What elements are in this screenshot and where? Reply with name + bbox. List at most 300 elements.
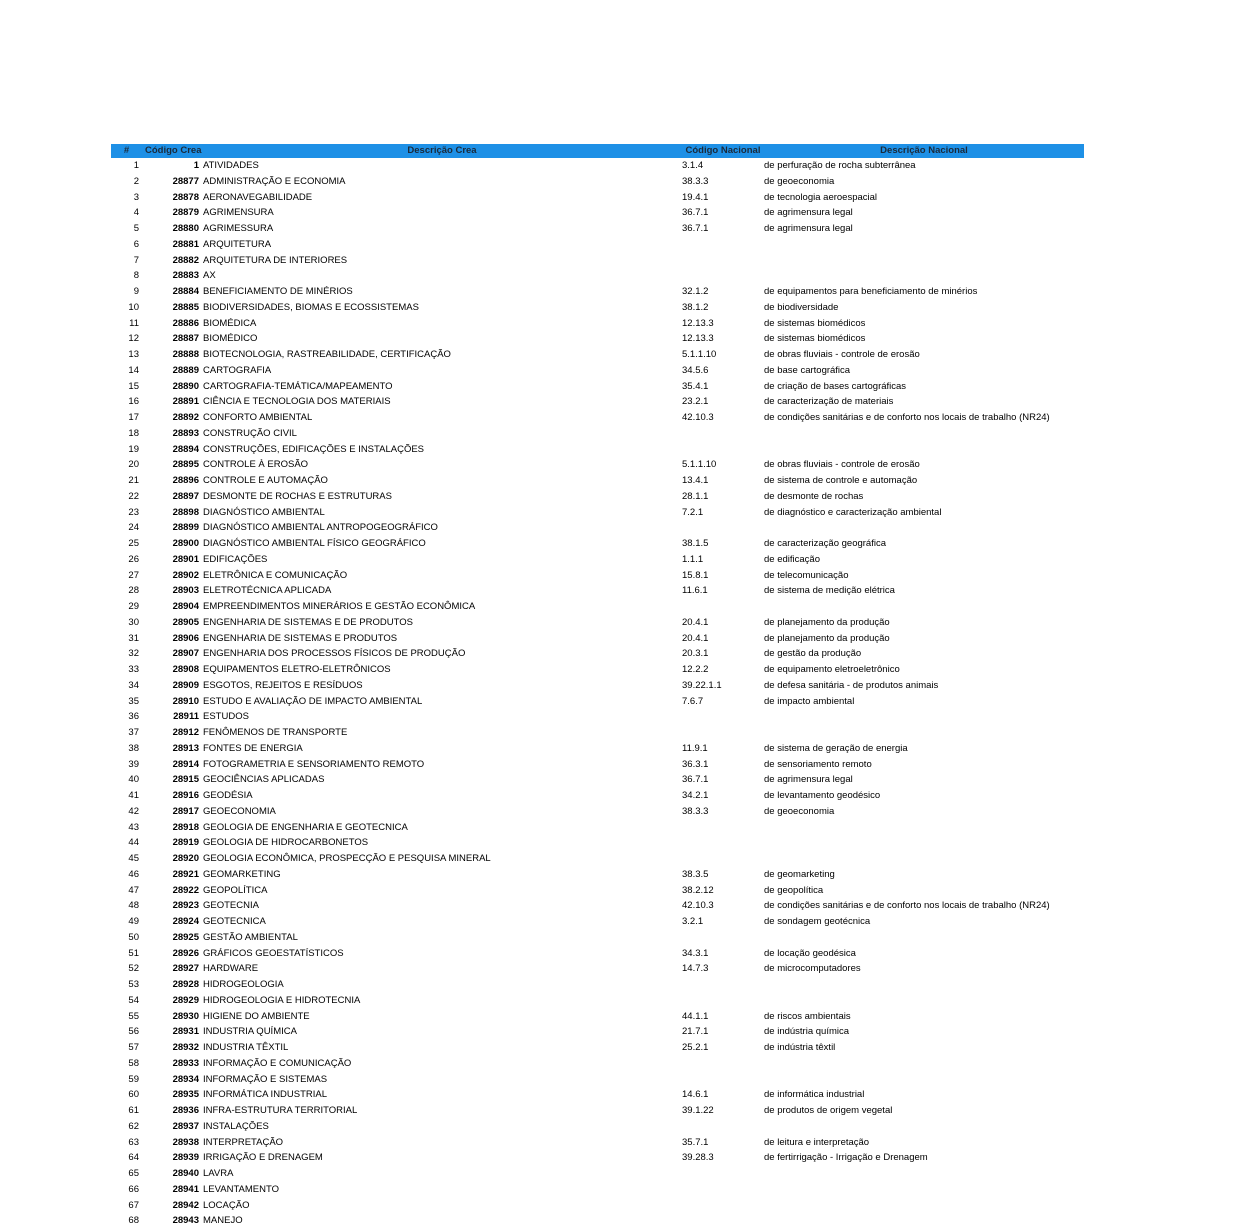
descricao-crea-cell: INFORMÁTICA INDUSTRIAL (203, 1089, 328, 1101)
codigo-crea-cell: 28914 (172, 758, 199, 770)
descricao-nacional-cell (764, 820, 1084, 836)
row-number: 27 (128, 569, 139, 581)
codigo-crea-cell: 28898 (172, 506, 199, 518)
row-number: 10 (128, 301, 139, 313)
descricao-nacional-cell: de tecnologia aeroespacial (764, 191, 878, 203)
descricao-nacional-cell: de telecomunicação (764, 569, 849, 581)
table-row (111, 1213, 1084, 1229)
table-row (111, 520, 1084, 536)
table-row (111, 379, 1084, 395)
table-row (111, 694, 1084, 710)
codigo-nacional-cell: 36.7.1 (682, 774, 709, 786)
descricao-crea-cell: GEOPOLÍTICA (203, 884, 268, 896)
codigo-crea-cell: 28931 (172, 1026, 199, 1038)
table-row (111, 331, 1084, 347)
codigo-crea-cell: 28926 (172, 947, 199, 959)
descricao-crea-cell: GEOCIÊNCIAS APLICADAS (203, 774, 325, 786)
descricao-crea-cell: LEVANTAMENTO (203, 1183, 280, 1195)
row-number: 22 (128, 490, 139, 502)
table-row (111, 442, 1084, 458)
descricao-crea-cell: INFORMAÇÃO E COMUNICAÇÃO (203, 1057, 352, 1069)
codigo-nacional-cell: 39.28.3 (682, 1152, 714, 1164)
descricao-crea-cell: HIGIENE DO AMBIENTE (203, 1010, 310, 1022)
descricao-nacional-cell (764, 851, 1084, 867)
descricao-crea-cell: BIODIVERSIDADES, BIOMAS E ECOSSISTEMAS (203, 301, 419, 313)
table-row (111, 646, 1084, 662)
row-number: 20 (128, 459, 139, 471)
descricao-nacional-cell: de geoeconomia (764, 805, 835, 817)
descricao-crea-cell: BIOMÉDICA (203, 317, 257, 329)
row-number: 66 (128, 1183, 139, 1195)
descricao-crea-cell: EQUIPAMENTOS ELETRO-ELETRÔNICOS (203, 664, 391, 675)
descricao-crea-cell: GEOMARKETING (203, 868, 281, 880)
row-number: 18 (128, 427, 139, 439)
descricao-nacional-cell: de defesa sanitária - de produtos animais (764, 679, 939, 691)
descricao-nacional-cell (764, 599, 1084, 615)
codigo-crea-cell: 28905 (172, 616, 199, 628)
descricao-crea-cell: ESTUDOS (203, 711, 249, 723)
codigo-nacional-cell: 5.1.1.10 (682, 459, 717, 471)
codigo-nacional-cell: 38.3.3 (682, 805, 709, 817)
table-row (111, 851, 1084, 867)
row-number: 25 (128, 538, 139, 549)
row-number: 34 (128, 679, 139, 691)
codigo-crea-cell: 28907 (172, 648, 199, 660)
codigo-nacional-cell (682, 1198, 764, 1214)
codigo-nacional-cell: 14.7.3 (682, 963, 709, 975)
row-number: 21 (128, 475, 139, 486)
codigo-crea-cell: 28916 (172, 790, 199, 801)
table-row (111, 835, 1084, 851)
codigo-nacional-cell (682, 253, 764, 269)
descricao-crea-cell: EDIFICAÇÕES (203, 553, 268, 565)
descricao-crea-cell: CONFORTO AMBIENTAL (203, 412, 313, 423)
codigo-crea-cell: 28932 (172, 1042, 199, 1053)
codigo-nacional-cell: 38.1.5 (682, 538, 709, 549)
codigo-nacional-cell: 36.7.1 (682, 207, 709, 219)
row-number: 28 (128, 585, 139, 597)
table-header (111, 144, 1084, 158)
codigo-crea-cell: 28882 (172, 254, 199, 266)
codigo-nacional-cell: 42.10.3 (682, 900, 714, 912)
descricao-crea-cell: DIAGNÓSTICO AMBIENTAL (203, 506, 325, 518)
descricao-crea-cell: HARDWARE (203, 963, 259, 975)
codigo-nacional-cell (682, 1213, 764, 1229)
row-number: 38 (128, 742, 139, 754)
codigo-nacional-cell: 12.13.3 (682, 317, 714, 329)
row-number: 3 (133, 191, 139, 203)
table-row (111, 930, 1084, 946)
descricao-nacional-cell: de planejamento da produção (764, 632, 890, 644)
codigo-nacional-cell: 11.6.1 (682, 585, 708, 597)
table-row (111, 757, 1084, 773)
table-row (111, 316, 1084, 332)
codigo-crea-cell: 28879 (172, 207, 199, 219)
codigo-crea-cell: 28881 (172, 238, 199, 250)
descricao-crea-cell: BIOMÉDICO (203, 333, 258, 345)
descricao-nacional-cell: de impacto ambiental (764, 695, 855, 707)
codigo-nacional-cell: 35.7.1 (682, 1136, 709, 1148)
codigo-crea-cell: 28925 (172, 931, 199, 943)
descricao-nacional-cell: de sondagem geotécnica (764, 916, 871, 927)
codigo-crea-cell: 28929 (172, 994, 199, 1006)
row-number: 12 (128, 333, 139, 345)
codigo-crea-cell: 28918 (172, 821, 199, 833)
codigo-crea-cell: 28939 (172, 1152, 199, 1164)
descricao-nacional-cell: de sistema de controle e automação (764, 475, 918, 486)
table-row (111, 489, 1084, 505)
descricao-crea-cell: LOCAÇÃO (203, 1199, 250, 1211)
codigo-nacional-cell: 20.3.1 (682, 648, 709, 660)
codigo-crea-cell: 28915 (172, 774, 199, 786)
codigo-crea-cell: 28909 (172, 679, 199, 691)
codigo-crea-cell: 28911 (173, 711, 199, 723)
codigo-crea-cell: 28912 (172, 727, 199, 738)
descricao-nacional-cell: de condições sanitárias e de conforto nos locais de trabalho (NR24) (764, 412, 1050, 423)
header-num: # (123, 145, 130, 156)
descricao-nacional-cell: de informática industrial (764, 1089, 865, 1101)
codigo-crea-cell: 28902 (172, 569, 199, 581)
table-row (111, 741, 1084, 757)
table-row (111, 253, 1084, 269)
codigo-crea-cell: 28934 (172, 1073, 199, 1085)
codigo-nacional-cell (682, 930, 764, 946)
row-number: 62 (128, 1120, 139, 1132)
row-number: 6 (133, 238, 139, 250)
row-number: 53 (128, 979, 139, 990)
codigo-crea-cell: 28936 (172, 1105, 199, 1116)
codigo-crea-cell: 28942 (172, 1199, 199, 1211)
descricao-nacional-cell: de gestão da produção (764, 648, 862, 660)
table-row (111, 568, 1084, 584)
row-number: 57 (128, 1042, 139, 1053)
table-row (111, 662, 1084, 678)
codigo-crea-cell: 28920 (172, 853, 199, 864)
table-row (111, 1056, 1084, 1072)
table-row (111, 457, 1084, 473)
row-number: 60 (128, 1089, 139, 1101)
table-row (111, 820, 1084, 836)
descricao-crea-cell: DIAGNÓSTICO AMBIENTAL ANTROPOGEOGRÁFICO (203, 522, 438, 534)
descricao-crea-cell: HIDROGEOLOGIA E HIDROTECNIA (203, 994, 361, 1006)
codigo-crea-cell: 28910 (172, 695, 199, 707)
descricao-crea-cell: ARQUITETURA (203, 238, 272, 250)
descricao-nacional-cell: de agrimensura legal (764, 207, 853, 219)
codigo-nacional-cell: 32.1.2 (682, 286, 709, 297)
descricao-crea-cell: ADMINISTRAÇÃO E ECONOMIA (203, 175, 346, 187)
codigo-crea-cell: 28888 (172, 349, 199, 360)
table-row (111, 583, 1084, 599)
descricao-crea-cell: GEODÉSIA (203, 790, 253, 801)
codigo-nacional-cell: 7.6.7 (682, 695, 704, 707)
codigo-nacional-cell (682, 268, 764, 284)
codigo-nacional-cell: 42.10.3 (682, 412, 714, 423)
row-number: 39 (128, 758, 139, 770)
descricao-nacional-cell (764, 253, 1084, 269)
codigo-nacional-cell (682, 1166, 764, 1182)
codigo-crea-cell: 28887 (172, 333, 199, 345)
codigo-nacional-cell (682, 1056, 764, 1072)
descricao-nacional-cell: de microcomputadores (764, 963, 861, 975)
descricao-nacional-cell: de geomarketing (764, 868, 835, 880)
codigo-crea-cell: 28903 (172, 585, 199, 597)
table-row (111, 678, 1084, 694)
codigo-nacional-cell: 38.3.5 (682, 868, 709, 880)
descricao-nacional-cell (764, 1056, 1084, 1072)
descricao-crea-cell: BENEFICIAMENTO DE MINÉRIOS (203, 286, 353, 297)
row-number: 17 (128, 412, 139, 423)
table-body (111, 158, 1084, 1229)
table-row (111, 426, 1084, 442)
descricao-nacional-cell (764, 1198, 1084, 1214)
descricao-crea-cell: CARTOGRAFIA-TEMÁTICA/MAPEAMENTO (203, 380, 393, 392)
row-number: 42 (128, 805, 139, 817)
header-descricao-crea: Descrição Crea (407, 145, 477, 156)
codigo-crea-cell: 28890 (172, 380, 199, 392)
table-row (111, 505, 1084, 521)
codigo-nacional-cell (682, 1072, 764, 1088)
table-row (111, 300, 1084, 316)
descricao-crea-cell: CONTROLE À EROSÃO (203, 459, 309, 471)
row-number: 2 (133, 175, 139, 187)
row-number: 29 (128, 601, 139, 612)
table-row (111, 631, 1084, 647)
codigo-crea-cell: 28913 (172, 742, 199, 754)
codigo-crea-cell: 28877 (172, 175, 199, 187)
codigo-crea-cell: 28922 (172, 884, 199, 896)
descricao-nacional-cell (764, 237, 1084, 253)
descricao-crea-cell: INDUSTRIA TÊXTIL (203, 1042, 289, 1053)
codigo-crea-cell: 28904 (172, 601, 199, 612)
codigo-nacional-cell: 39.22.1.1 (682, 679, 722, 691)
spreadsheet-sheet (111, 144, 1084, 1229)
codigo-crea-cell: 28901 (172, 553, 199, 565)
codigo-nacional-cell (682, 820, 764, 836)
codigo-crea-cell: 28921 (172, 868, 199, 880)
codigo-nacional-cell: 38.1.2 (682, 301, 709, 313)
descricao-crea-cell: ARQUITETURA DE INTERIORES (203, 254, 348, 266)
row-number: 19 (128, 443, 139, 455)
table-row (111, 1166, 1084, 1182)
descricao-crea-cell: CONSTRUÇÕES, EDIFICAÇÕES E INSTALAÇÕES (203, 443, 425, 455)
table-row (111, 190, 1084, 206)
descricao-crea-cell: LAVRA (203, 1168, 234, 1179)
descricao-crea-cell: ELETRÔNICA E COMUNICAÇÃO (203, 569, 348, 581)
row-number: 40 (128, 774, 139, 786)
codigo-nacional-cell: 14.6.1 (682, 1089, 709, 1101)
descricao-crea-cell: HIDROGEOLOGIA (203, 979, 284, 990)
descricao-crea-cell: GEOTECNICA (203, 916, 266, 927)
table-row (111, 709, 1084, 725)
header-row (111, 144, 1084, 158)
descricao-nacional-cell: de fertirrigação - Irrigação e Drenagem (764, 1152, 928, 1164)
row-number: 67 (128, 1199, 139, 1211)
codigo-nacional-cell (682, 520, 764, 536)
codigo-nacional-cell: 20.4.1 (682, 632, 709, 644)
descricao-nacional-cell (764, 268, 1084, 284)
codigo-nacional-cell: 3.1.4 (682, 160, 704, 171)
descricao-nacional-cell (764, 1166, 1084, 1182)
descricao-nacional-cell (764, 520, 1084, 536)
row-number: 16 (128, 396, 139, 408)
codigo-nacional-cell: 34.2.1 (682, 790, 709, 801)
table-row (111, 1024, 1084, 1040)
table-row (111, 946, 1084, 962)
row-number: 32 (128, 648, 139, 660)
descricao-nacional-cell (764, 709, 1084, 725)
descricao-crea-cell: GEOLOGIA DE ENGENHARIA E GEOTECNICA (203, 821, 408, 833)
table-row (111, 599, 1084, 615)
descricao-crea-cell: GEOTECNIA (203, 900, 259, 912)
descricao-crea-cell: INDUSTRIA QUÍMICA (203, 1026, 297, 1038)
descricao-nacional-cell (764, 1213, 1084, 1229)
descricao-nacional-cell: de geopolítica (764, 884, 824, 896)
descricao-crea-cell: FONTES DE ENERGIA (203, 742, 303, 754)
codigo-nacional-cell: 38.2.12 (682, 884, 714, 896)
codigo-crea-cell: 28941 (172, 1183, 199, 1195)
row-number: 59 (128, 1073, 139, 1085)
codigo-crea-cell: 28895 (172, 459, 199, 471)
descricao-crea-cell: ENGENHARIA DE SISTEMAS E DE PRODUTOS (203, 616, 413, 628)
table-row (111, 1040, 1084, 1056)
table-row (111, 1009, 1084, 1025)
descricao-crea-cell: MANEJO (203, 1215, 243, 1227)
codigo-crea-cell: 28943 (172, 1215, 199, 1227)
codigo-crea-cell: 28930 (172, 1010, 199, 1022)
codigo-nacional-cell: 21.7.1 (682, 1026, 709, 1038)
row-number: 31 (128, 632, 139, 644)
descricao-crea-cell: INSTALAÇÕES (203, 1120, 269, 1132)
descricao-nacional-cell: de levantamento geodésico (764, 790, 881, 801)
descricao-crea-cell: INFORMAÇÃO E SISTEMAS (203, 1073, 328, 1085)
table-row (111, 410, 1084, 426)
codigo-nacional-cell: 20.4.1 (682, 616, 709, 628)
row-number: 47 (128, 884, 139, 896)
descricao-nacional-cell: de caracterização geográfica (764, 538, 886, 549)
descricao-nacional-cell: de indústria têxtil (764, 1042, 836, 1053)
table-row (111, 1135, 1084, 1151)
descricao-crea-cell: CARTOGRAFIA (203, 364, 272, 376)
table-row (111, 725, 1084, 741)
row-number: 9 (133, 286, 139, 297)
row-number: 11 (129, 317, 139, 329)
descricao-crea-cell: GESTÃO AMBIENTAL (203, 931, 298, 943)
codigo-crea-cell: 28924 (172, 916, 199, 927)
descricao-nacional-cell: de planejamento da produção (764, 616, 890, 628)
row-number: 5 (133, 223, 139, 234)
descricao-nacional-cell (764, 1119, 1084, 1135)
descricao-nacional-cell: de riscos ambientais (764, 1010, 851, 1022)
codigo-crea-cell: 28935 (172, 1089, 199, 1101)
codigo-crea-cell: 28884 (172, 286, 199, 297)
descricao-crea-cell: ENGENHARIA DOS PROCESSOS FÍSICOS DE PRODUÇÃO (203, 648, 466, 660)
table-row (111, 237, 1084, 253)
descricao-crea-cell: BIOTECNOLOGIA, RASTREABILIDADE, CERTIFICAÇÃO (203, 349, 451, 360)
codigo-nacional-cell: 3.2.1 (682, 916, 704, 927)
descricao-crea-cell: AERONAVEGABILIDADE (203, 191, 313, 203)
descricao-crea-cell: EMPREENDIMENTOS MINERÁRIOS E GESTÃO ECONÔMICA (203, 601, 476, 612)
row-number: 36 (128, 711, 139, 723)
descricao-nacional-cell: de equipamento eletroeletrônico (764, 664, 900, 675)
descricao-crea-cell: ESGOTOS, REJEITOS E RESÍDUOS (203, 679, 363, 691)
row-number: 24 (128, 522, 139, 534)
descricao-nacional-cell: de sistema de geração de energia (764, 742, 908, 754)
row-number: 56 (128, 1026, 139, 1038)
descricao-crea-cell: INFRA-ESTRUTURA TERRITORIAL (203, 1105, 358, 1116)
row-number: 49 (128, 916, 139, 927)
codigo-nacional-cell: 36.3.1 (682, 758, 709, 770)
row-number: 33 (128, 664, 139, 675)
table-row (111, 347, 1084, 363)
table-row (111, 221, 1084, 237)
table-row (111, 993, 1084, 1009)
codigo-nacional-cell: 12.13.3 (682, 333, 714, 345)
table-row (111, 1198, 1084, 1214)
descricao-nacional-cell (764, 442, 1084, 458)
codigo-crea-cell: 28891 (172, 396, 199, 408)
codigo-crea-cell: 28906 (172, 632, 199, 644)
codigo-nacional-cell (682, 725, 764, 741)
table-row (111, 804, 1084, 820)
descricao-nacional-cell: de criação de bases cartográficas (764, 380, 907, 392)
table-row (111, 977, 1084, 993)
row-number: 51 (128, 947, 139, 959)
descricao-crea-cell: AX (203, 270, 216, 282)
row-number: 44 (128, 837, 139, 849)
table-row (111, 1119, 1084, 1135)
codigo-crea-cell: 28886 (172, 317, 199, 329)
codigo-crea-cell: 28885 (172, 301, 199, 313)
table-row (111, 1087, 1084, 1103)
descricao-nacional-cell (764, 1182, 1084, 1198)
descricao-crea-cell: GEOLOGIA DE HIDROCARBONETOS (203, 837, 369, 849)
codigo-nacional-cell (682, 1182, 764, 1198)
row-number: 4 (133, 207, 139, 219)
codigo-nacional-cell: 1.1.1 (682, 553, 704, 565)
descricao-nacional-cell: de sistemas biomédicos (764, 317, 866, 329)
table-row (111, 772, 1084, 788)
codigo-nacional-cell: 34.3.1 (682, 947, 709, 959)
row-number: 43 (128, 821, 139, 833)
descricao-crea-cell: ENGENHARIA DE SISTEMAS E PRODUTOS (203, 632, 398, 644)
codigo-crea-cell: 28883 (172, 270, 199, 282)
descricao-nacional-cell: de locação geodésica (764, 947, 856, 959)
descricao-crea-cell: GRÁFICOS GEOESTATÍSTICOS (203, 947, 344, 959)
codigo-nacional-cell: 28.1.1 (682, 490, 709, 502)
codigo-crea-cell: 28893 (172, 427, 199, 439)
table-row (111, 788, 1084, 804)
row-number: 15 (128, 380, 139, 392)
row-number: 35 (128, 695, 139, 707)
row-number: 13 (128, 349, 139, 360)
descricao-nacional-cell: de diagnóstico e caracterização ambiental (764, 506, 942, 518)
codigo-nacional-cell: 36.7.1 (682, 223, 709, 234)
header-codigo-crea: Código Crea (145, 145, 202, 156)
descricao-nacional-cell: de desmonte de rochas (764, 490, 864, 502)
descricao-crea-cell: INTERPRETAÇÃO (203, 1136, 284, 1148)
codigo-crea-cell: 28923 (172, 900, 199, 912)
row-number: 50 (128, 931, 139, 943)
codigo-nacional-cell (682, 599, 764, 615)
codigo-crea-cell: 28933 (172, 1057, 199, 1069)
codigo-nacional-cell: 23.2.1 (682, 396, 709, 408)
table-row (111, 1150, 1084, 1166)
descricao-crea-cell: FOTOGRAMETRIA E SENSORIAMENTO REMOTO (203, 758, 425, 770)
descricao-nacional-cell (764, 426, 1084, 442)
table-row (111, 284, 1084, 300)
table-row (111, 536, 1084, 552)
codigo-crea-cell: 28927 (172, 963, 199, 975)
